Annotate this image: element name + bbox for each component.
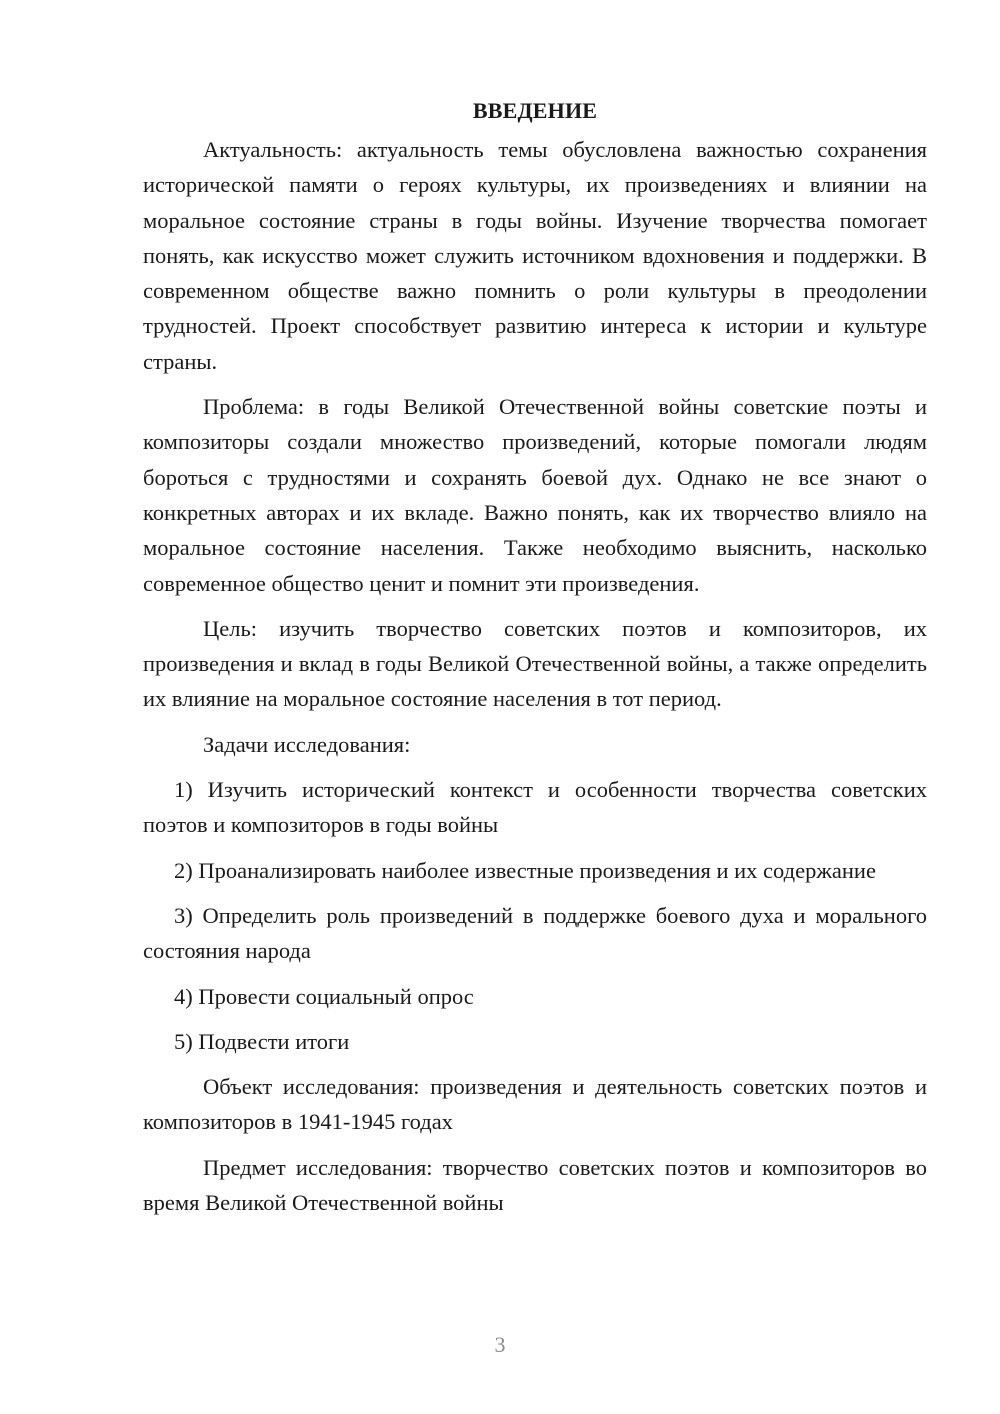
list-item: 2) Проанализировать наиболее известные произведения и их содержание: [174, 857, 876, 883]
list-item: 3) Определить роль произведений в поддержке боевого духа и морального состояния народа: [143, 902, 927, 964]
list-item: 5) Подвести итоги: [174, 1028, 350, 1054]
tasks-intro: Задачи исследования:: [203, 731, 411, 757]
list-item: 4) Провести социальный опрос: [174, 983, 474, 1009]
problem-paragraph: Проблема: в годы Великой Отечественной войны советские поэты и композиторы создали множество произведений, которые помогали людям бороться с трудностями и сохранять боевой дух. Однако не все знают о конкретных авторах и их вкладе. Важно понять, как их творчество влияло на моральное состояние населения. Также необходимо выяснить, насколько современное общество ценит и помнит эти произведения.: [143, 394, 927, 596]
document-page: [143, 96, 927, 1230]
subject-paragraph: Предмет исследования: творчество советских поэтов и композиторов во время Великой Отечественной войны: [143, 1154, 927, 1216]
relevance-paragraph: Актуальность: актуальность темы обусловлена важностью сохранения исторической памяти о героях культуры, их произведениях и влиянии на моральное состояние страны в годы войны. Изучение творчества помогает понять, как искусство может служить источником вдохновения и поддержки. В современном обществе важно помнить о роли культуры в преодолении трудностей. Проект способствует развитию интереса к истории и культуре страны.: [143, 137, 927, 374]
goal-paragraph: Цель: изучить творчество советских поэтов и композиторов, их произведения и вклад в годы Великой Отечественной войны, а также определить их влияние на моральное состояние населения в тот период.: [143, 615, 927, 712]
page-number: 3: [494, 1332, 506, 1357]
tasks-list: [143, 772, 927, 1059]
list-item: 1) Изучить исторический контекст и особенности творчества советских поэтов и композиторов в годы войны: [143, 777, 927, 838]
object-paragraph: Объект исследования: произведения и деятельность советских поэтов и композиторов в 1941-1945 годах: [143, 1074, 927, 1135]
page-title: ВВЕДЕНИЕ: [472, 98, 598, 123]
